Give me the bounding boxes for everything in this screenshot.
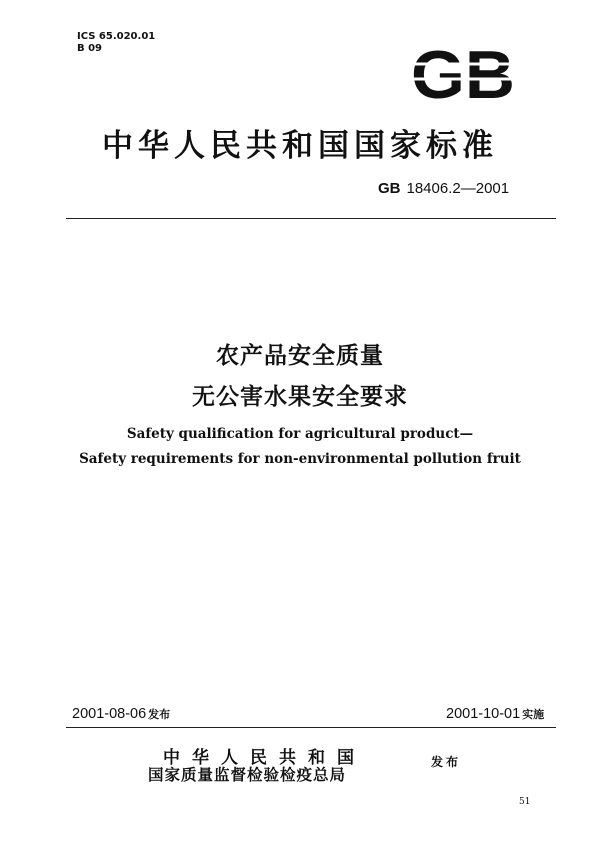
standard-prefix: GB [378, 180, 401, 197]
standard-number [378, 180, 509, 197]
title-cn-line-1: 农产品安全质量 [216, 343, 384, 369]
publish-label: 发布 [431, 755, 462, 769]
gb-logo [408, 42, 518, 104]
standard-number-value: 18406.2—2001 [406, 180, 510, 197]
bottom-divider [66, 727, 556, 728]
title-en-line-1: Safety qualification for agricultural product— [126, 426, 474, 442]
issue-label: 发布 [148, 708, 171, 721]
gb-logo-text: GB [411, 42, 515, 104]
ics-code: ICS 65.020.01 [77, 31, 156, 42]
title-cn-line-2: 无公害水果安全要求 [192, 384, 408, 410]
top-divider [66, 218, 556, 219]
effective-date [446, 706, 544, 722]
effective-label: 实施 [522, 708, 545, 721]
ccs-code: B 09 [77, 43, 103, 54]
issue-date [72, 706, 170, 722]
standard-title: 中华人民共和国国家标准 [102, 128, 498, 164]
page-number: 51 [519, 797, 531, 807]
effective-date-value: 2001-10-01 [446, 706, 521, 722]
classification-codes [77, 31, 155, 55]
title-en-line-2: Safety requirements for non-environmental pollution fruit [79, 451, 521, 467]
issue-date-value: 2001-08-06 [72, 706, 147, 722]
issuer-line-2: 国家质量监督检验检疫总局 [148, 766, 347, 784]
issuer-line-1: 中华人民共和国 [163, 748, 366, 768]
